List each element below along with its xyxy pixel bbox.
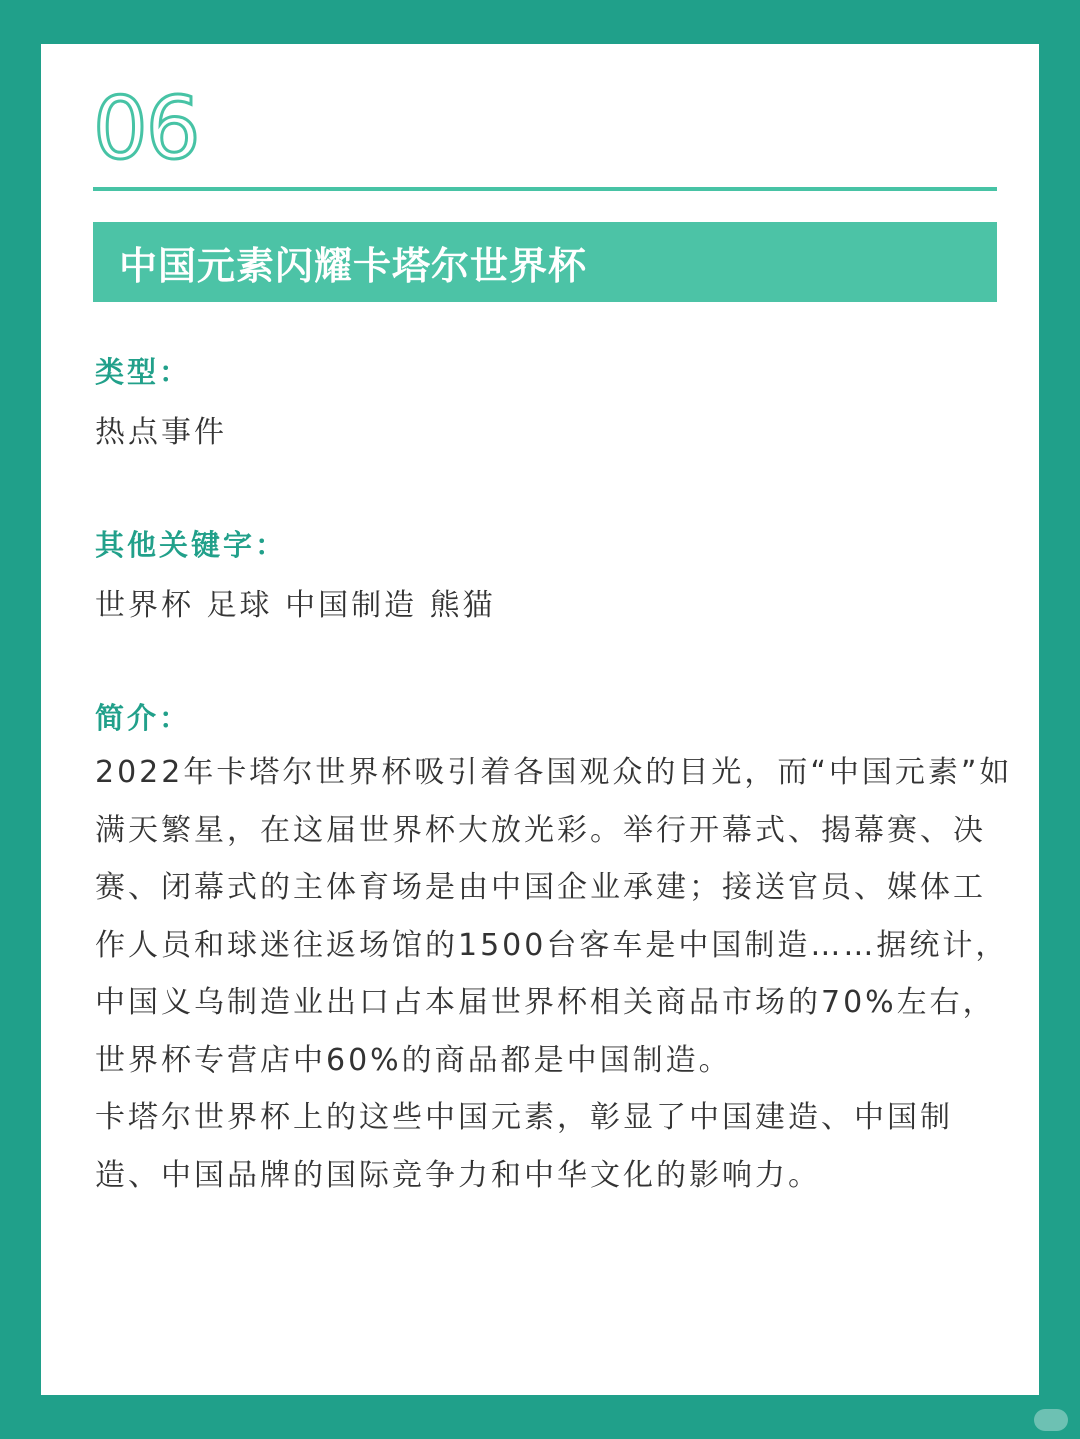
divider — [93, 187, 997, 191]
page-title: 中国元素闪耀卡塔尔世界杯 — [119, 243, 588, 288]
intro-paragraph-2: 卡塔尔世界杯上的这些中国元素，彰显了中国建造、中国制造、中国品牌的国际竞争力和中华文化的影响力。 — [95, 1100, 953, 1193]
keywords-label: 其他关键字： — [95, 528, 288, 562]
title-banner — [93, 222, 997, 302]
type-value: 热点事件 — [95, 415, 227, 450]
intro-text — [95, 744, 1015, 1204]
watermark-badge — [1034, 1409, 1068, 1431]
intro-label: 简介： — [95, 701, 192, 735]
section-number: 06 — [93, 79, 199, 179]
keywords-value: 世界杯 足球 中国制造 熊猫 — [95, 588, 496, 623]
intro-paragraph-1: 2022年卡塔尔世界杯吸引着各国观众的目光，而“中国元素”如满天繁星，在这届世界杯大放光彩。举行开幕式、揭幕赛、决赛、闭幕式的主体育场是由中国企业承建；接送官员、媒体工作人员和球迷往返场馆的1500台客车是中国制造……据统计，中国义乌制造业出口占本届世界杯相关商品市场的70%左右，世界杯专营店中60%的商品都是中国制造。 — [95, 755, 1013, 1078]
type-label: 类型： — [95, 355, 192, 389]
content-card — [41, 44, 1039, 1395]
